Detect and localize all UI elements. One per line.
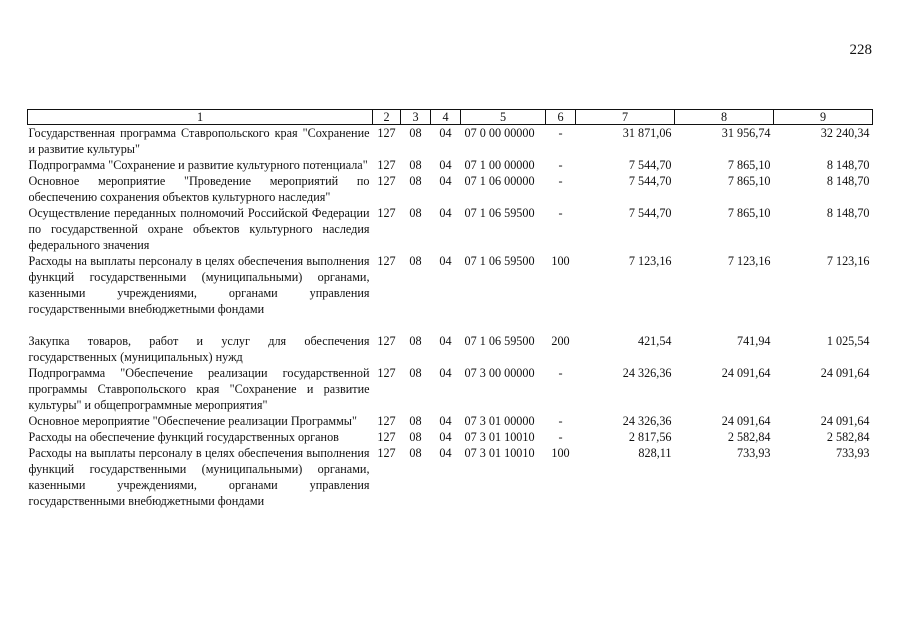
section-code: 08: [409, 414, 422, 428]
amount-col-8: 24 091,64: [721, 414, 771, 428]
table-header-row: [28, 110, 873, 125]
amount-col-8: 741,94: [736, 334, 771, 348]
table-row: [28, 205, 873, 253]
section-code: 08: [409, 158, 422, 172]
row-description: Расходы на выплаты персоналу в целях обеспечения выполнения функций государственными (муниципальными) органами, казенными учреждениями, органами управления государственными внебюджетными фондами: [28, 446, 370, 508]
amount-col-8: 24 091,64: [721, 366, 771, 380]
section-code: 08: [409, 174, 422, 188]
target-article-code: 07 0 00 00000: [464, 126, 535, 140]
amount-col-9: 24 091,64: [820, 414, 870, 428]
column-header: 1: [28, 110, 373, 125]
ministry-code: 127: [377, 254, 396, 268]
subsection-code: 04: [439, 254, 452, 268]
amount-col-9: 8 148,70: [826, 158, 870, 172]
row-description: Подпрограмма "Обеспечение реализации государственной программы Ставропольского края "Сохранение и развитие культуры" и общепрограммные мероприятия": [28, 366, 370, 412]
expense-type-code: 100: [551, 254, 570, 268]
amount-col-7: 7 123,16: [628, 254, 672, 268]
target-article-code: 07 1 00 00000: [464, 158, 535, 172]
amount-col-7: 24 326,36: [622, 414, 672, 428]
column-header: 6: [546, 110, 576, 125]
table-row: [28, 125, 873, 158]
page-number: 228: [849, 42, 872, 58]
amount-col-9: 32 240,34: [820, 126, 870, 140]
amount-col-7: 421,54: [637, 334, 672, 348]
target-article-code: 07 1 06 59500: [464, 206, 535, 220]
expense-type-code: -: [558, 206, 563, 220]
section-code: 08: [409, 366, 422, 380]
expense-type-code: -: [558, 174, 563, 188]
amount-col-9: 8 148,70: [826, 174, 870, 188]
column-header: 3: [401, 110, 431, 125]
table-row: [28, 157, 873, 173]
ministry-code: 127: [377, 430, 396, 444]
target-article-code: 07 1 06 59500: [464, 254, 535, 268]
expense-type-code: -: [558, 366, 563, 380]
section-code: 08: [409, 430, 422, 444]
section-code: 08: [409, 126, 422, 140]
table-row: [28, 413, 873, 429]
column-header: 9: [774, 110, 873, 125]
amount-col-9: 1 025,54: [826, 334, 870, 348]
table-row: [28, 445, 873, 509]
amount-col-7: 7 544,70: [628, 158, 672, 172]
amount-col-7: 7 544,70: [628, 174, 672, 188]
row-description: Осуществление переданных полномочий Российской Федерации по государственной охране объектов культурного наследия федерального значения: [28, 206, 370, 252]
amount-col-9: 2 582,84: [826, 430, 870, 444]
amount-col-8: 7 123,16: [727, 254, 771, 268]
budget-table: [27, 109, 873, 509]
amount-col-9: 7 123,16: [826, 254, 870, 268]
target-article-code: 07 3 00 00000: [464, 366, 535, 380]
amount-col-7: 24 326,36: [622, 366, 672, 380]
ministry-code: 127: [377, 174, 396, 188]
column-header: 7: [576, 110, 675, 125]
amount-col-7: 31 871,06: [622, 126, 672, 140]
subsection-code: 04: [439, 174, 452, 188]
section-code: 08: [409, 334, 422, 348]
subsection-code: 04: [439, 126, 452, 140]
row-description: Подпрограмма "Сохранение и развитие культурного потенциала": [28, 158, 368, 172]
ministry-code: 127: [377, 366, 396, 380]
subsection-code: 04: [439, 334, 452, 348]
subsection-code: 04: [439, 206, 452, 220]
amount-col-8: 31 956,74: [721, 126, 771, 140]
ministry-code: 127: [377, 334, 396, 348]
amount-col-7: 2 817,56: [628, 430, 672, 444]
expense-type-code: -: [558, 414, 563, 428]
amount-col-7: 828,11: [638, 446, 672, 460]
ministry-code: 127: [377, 126, 396, 140]
row-description: Основное мероприятие "Проведение мероприятий по обеспечению сохранения объектов культурного наследия": [28, 174, 370, 204]
target-article-code: 07 1 06 59500: [464, 334, 535, 348]
row-description: Государственная программа Ставропольского края "Сохранение и развитие культуры": [28, 126, 370, 156]
column-header: 8: [675, 110, 774, 125]
row-description: Закупка товаров, работ и услуг для обеспечения государственных (муниципальных) нужд: [28, 334, 370, 364]
expense-type-code: -: [558, 126, 563, 140]
table-row: [28, 365, 873, 413]
subsection-code: 04: [439, 158, 452, 172]
subsection-code: 04: [439, 430, 452, 444]
ministry-code: 127: [377, 414, 396, 428]
section-code: 08: [409, 206, 422, 220]
expense-type-code: -: [558, 430, 563, 444]
target-article-code: 07 1 06 00000: [464, 174, 535, 188]
amount-col-8: 2 582,84: [727, 430, 771, 444]
expense-type-code: 100: [551, 446, 570, 460]
section-code: 08: [409, 254, 422, 268]
subsection-code: 04: [439, 366, 452, 380]
table-row: [28, 429, 873, 445]
table-row: [28, 173, 873, 205]
target-article-code: 07 3 01 00000: [464, 414, 535, 428]
subsection-code: 04: [439, 446, 452, 460]
amount-col-9: 8 148,70: [826, 206, 870, 220]
ministry-code: 127: [377, 446, 396, 460]
subsection-code: 04: [439, 414, 452, 428]
column-header: 2: [373, 110, 401, 125]
column-header: 5: [461, 110, 546, 125]
amount-col-9: 733,93: [835, 446, 870, 460]
amount-col-8: 733,93: [736, 446, 771, 460]
expense-type-code: -: [558, 158, 563, 172]
row-description: Расходы на обеспечение функций государственных органов: [28, 430, 339, 444]
row-description: Расходы на выплаты персоналу в целях обеспечения выполнения функций государственными (муниципальными) органами, казенными учреждениями, органами управления государственными внебюджетными фондами: [28, 254, 370, 316]
expense-type-code: 200: [551, 334, 570, 348]
amount-col-9: 24 091,64: [820, 366, 870, 380]
target-article-code: 07 3 01 10010: [464, 446, 535, 460]
ministry-code: 127: [377, 158, 396, 172]
amount-col-8: 7 865,10: [727, 206, 771, 220]
amount-col-8: 7 865,10: [727, 174, 771, 188]
amount-col-7: 7 544,70: [628, 206, 672, 220]
target-article-code: 07 3 01 10010: [464, 430, 535, 444]
column-header: 4: [431, 110, 461, 125]
ministry-code: 127: [377, 206, 396, 220]
section-code: 08: [409, 446, 422, 460]
row-description: Основное мероприятие "Обеспечение реализации Программы": [28, 414, 357, 428]
table-row: [28, 253, 873, 317]
amount-col-8: 7 865,10: [727, 158, 771, 172]
table-row: [28, 317, 873, 365]
